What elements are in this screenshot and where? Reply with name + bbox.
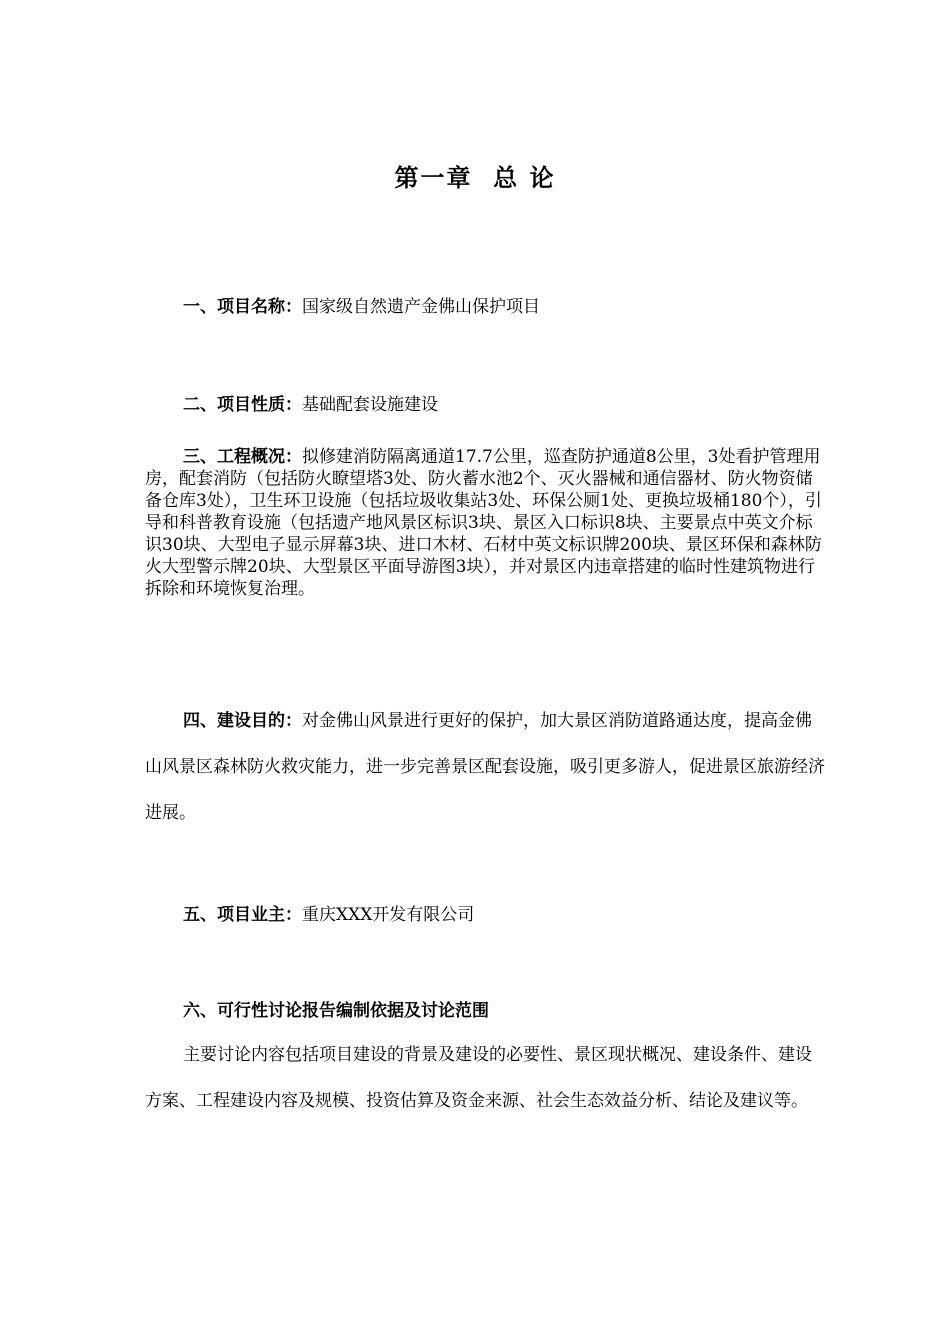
scope-paragraph-text: 主要讨论内容包括项目建设的背景及建设的必要性、景区现状概况、建设条件、建设方案、工程建设内容及规模、投资估算及资金来源、社会生态效益分析、结论及建议等。	[145, 1045, 812, 1111]
section-heading: 三、工程概况：	[183, 447, 302, 467]
section-heading: 六、可行性讨论报告编制依据及讨论范围	[183, 1001, 489, 1021]
section-heading: 一、项目名称：	[183, 297, 302, 317]
section-body: 国家级自然遗产金佛山保护项目	[302, 297, 540, 317]
section-body: 对金佛山风景进行更好的保护，加大景区消防道路通达度，提高金佛山风景区森林防火救灾能力，进一步完善景区配套设施，吸引更多游人，促进景区旅游经济进展。	[145, 711, 825, 823]
section-project-overview	[145, 446, 825, 600]
chapter-title: 第一章 总 论	[394, 164, 556, 192]
section-feasibility-basis	[145, 1000, 825, 1022]
section-body: 基础配套设施建设	[302, 395, 438, 415]
section-heading: 五、项目业主：	[183, 905, 302, 925]
section-construction-purpose	[145, 698, 825, 836]
section-project-owner	[145, 904, 825, 926]
section-body: 重庆XXX开发有限公司	[302, 905, 475, 925]
scope-paragraph	[145, 1032, 825, 1124]
section-heading: 四、建设目的：	[183, 711, 302, 731]
section-body: 拟修建消防隔离通道17.7公里，巡查防护通道8公里，3处看护管理用房，配套消防（包括防火瞭望塔3处、防火蓄水池2个、灭火器械和通信器材、防火物资储备仓库3处），卫生环卫设施（包括垃圾收集站3处、环保公厕1处、更换垃圾桶180个），引导和科普教育设施（包括遗产地风景区标识3块、景区入口标识8块、主要景点中英文介标识30块、大型电子显示屏幕3块、进口木材、石材中英文标识牌200块、景区环保和森林防火大型警示牌20块、大型景区平面导游图3块），并对景区内违章搭建的临时性建筑物进行拆除和环境恢复治理。	[145, 447, 822, 599]
section-project-nature	[145, 394, 825, 416]
section-project-name	[145, 296, 825, 318]
section-heading: 二、项目性质：	[183, 395, 302, 415]
